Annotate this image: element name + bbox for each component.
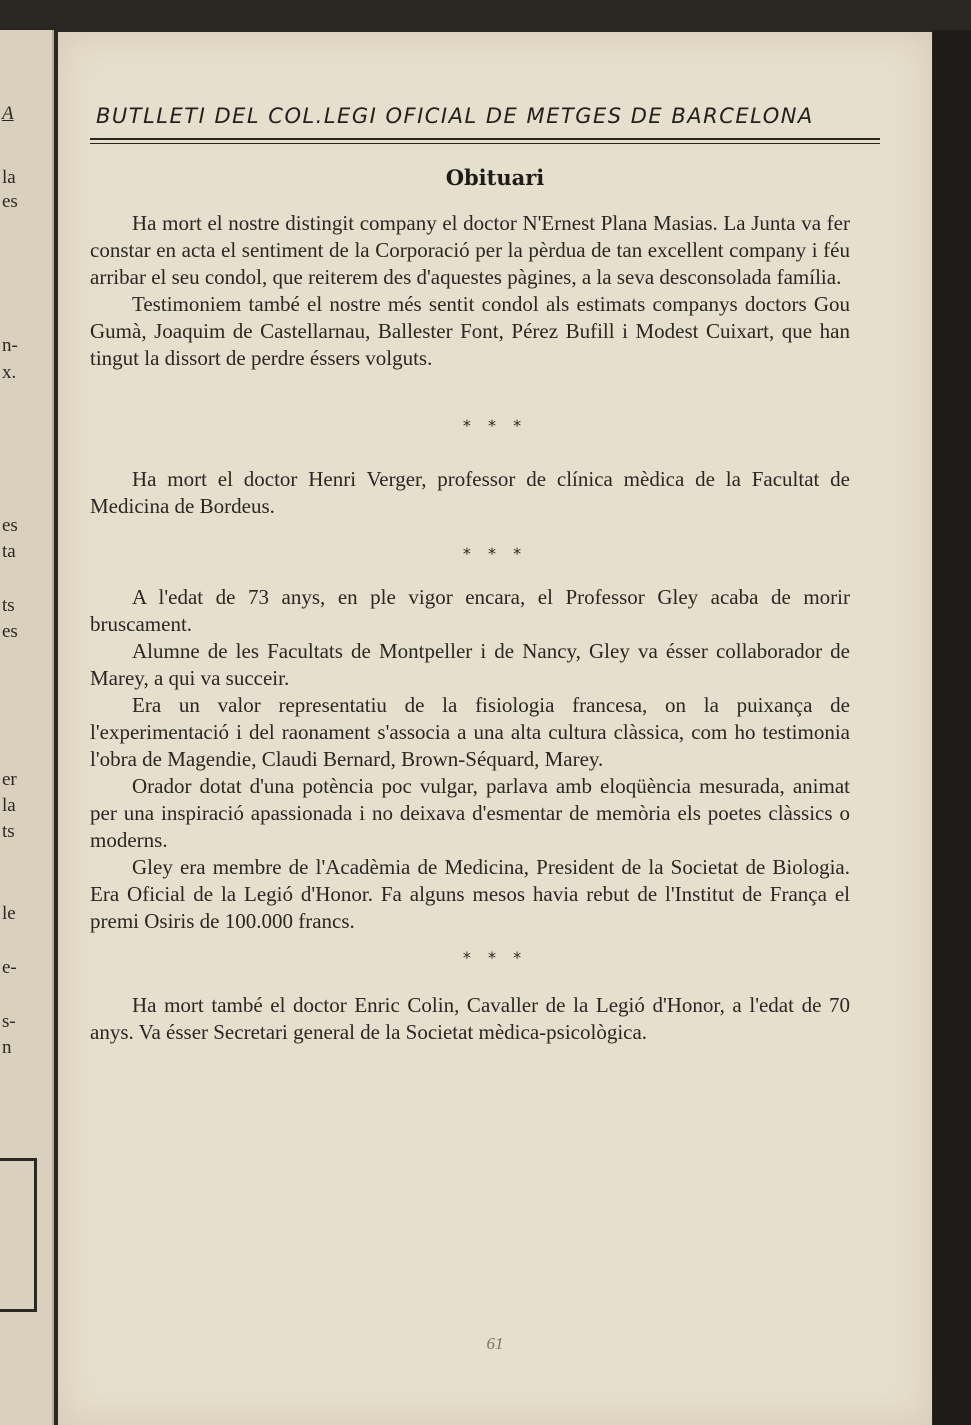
paragraph: Orador dotat d'una potència poc vulgar, parlava amb eloqüència mesurada, animat per una inspiració apassionada i no deixava d'esmentar de memòria els poetes clàssics o moderns. (90, 774, 850, 852)
previous-page-edge (0, 30, 54, 1425)
paragraph: Ha mort el doctor Henri Verger, professor de clínica mèdica de la Facultat de Medicina de Bordeus. (90, 467, 850, 518)
header-rule (90, 138, 880, 140)
paragraph: Ha mort el nostre distingit company el doctor N'Ernest Plana Masias. La Junta va fer constar en acta el sentiment de la Corporació per la pèrdua de tan excellent company i féu arribar el seu condol, que reiterem des d'aquestes pàgines, a la seva desconsolada família. (90, 211, 850, 289)
prev-page-fragment: ts (2, 821, 15, 842)
prev-page-fragment: A (2, 103, 14, 124)
prev-page-fragment: e- (2, 957, 17, 978)
paragraph: Era un valor representatiu de la fisiologia francesa, on la puixança de l'experimentació i del raonament s'associa a una alta cultura clàssica, com ho testimonia l'obra de Magendie, Claudi Bernard, Brown-Séquard, Marey. (90, 693, 850, 771)
prev-page-fragment: la (2, 167, 16, 188)
document-page (58, 32, 932, 1425)
prev-page-fragment: x. (2, 362, 17, 383)
obituary-block-3 (90, 584, 850, 935)
prev-page-fragment: ts (2, 595, 15, 616)
paragraph: Testimoniem també el nostre més sentit condol als estimats companys doctors Gou Gumà, Joaquim de Castellarnau, Ballester Font, Pérez Bufill i Modest Cuixart, que han tingut la dissort de perdre éssers volguts. (90, 292, 850, 370)
paragraph: A l'edat de 73 anys, en ple vigor encara, el Professor Gley acaba de morir bruscament. (90, 585, 850, 636)
paragraph: Ha mort també el doctor Enric Colin, Cavaller de la Legió d'Honor, a l'edat de 70 anys. Va ésser Secretari general de la Societat mèdica-psicològica. (90, 993, 850, 1044)
prev-page-fragment: er (2, 769, 17, 790)
binding-edge (933, 30, 971, 1425)
prev-page-fragment: s- (2, 1011, 16, 1032)
prev-page-fragment: le (2, 903, 16, 924)
obituary-block-2 (90, 466, 850, 520)
paragraph: Alumne de les Facultats de Montpeller i de Nancy, Gley va ésser collaborador de Marey, a qui va succeir. (90, 639, 850, 690)
obituary-block-1 (90, 210, 850, 372)
prev-page-fragment: n- (2, 335, 18, 356)
page-number: 61 (486, 1334, 504, 1353)
prev-page-fragment: es (2, 621, 18, 642)
prev-page-fragment: n (2, 1037, 12, 1058)
paragraph: Gley era membre de l'Acadèmia de Medicina, President de la Societat de Biologia. Era Oficial de la Legió d'Honor. Fa alguns mesos havia rebut de l'Institut de França el premi Osiris de 100.000 francs. (90, 855, 850, 933)
section-separator: * * * (462, 416, 528, 435)
prev-page-box-frame (0, 1158, 37, 1312)
header-rule-thin (90, 143, 880, 144)
prev-page-fragment: es (2, 191, 18, 212)
running-header: BUTLLETI DEL COL.LEGI OFICIAL DE METGES DE BARCELONA (96, 104, 814, 128)
obituary-block-4 (90, 992, 850, 1046)
prev-page-fragment: es (2, 515, 18, 536)
section-title: Obituari (445, 165, 545, 190)
prev-page-fragment: la (2, 795, 16, 816)
section-separator: * * * (462, 544, 528, 563)
prev-page-fragment: ta (2, 541, 16, 562)
section-separator: * * * (462, 948, 528, 967)
